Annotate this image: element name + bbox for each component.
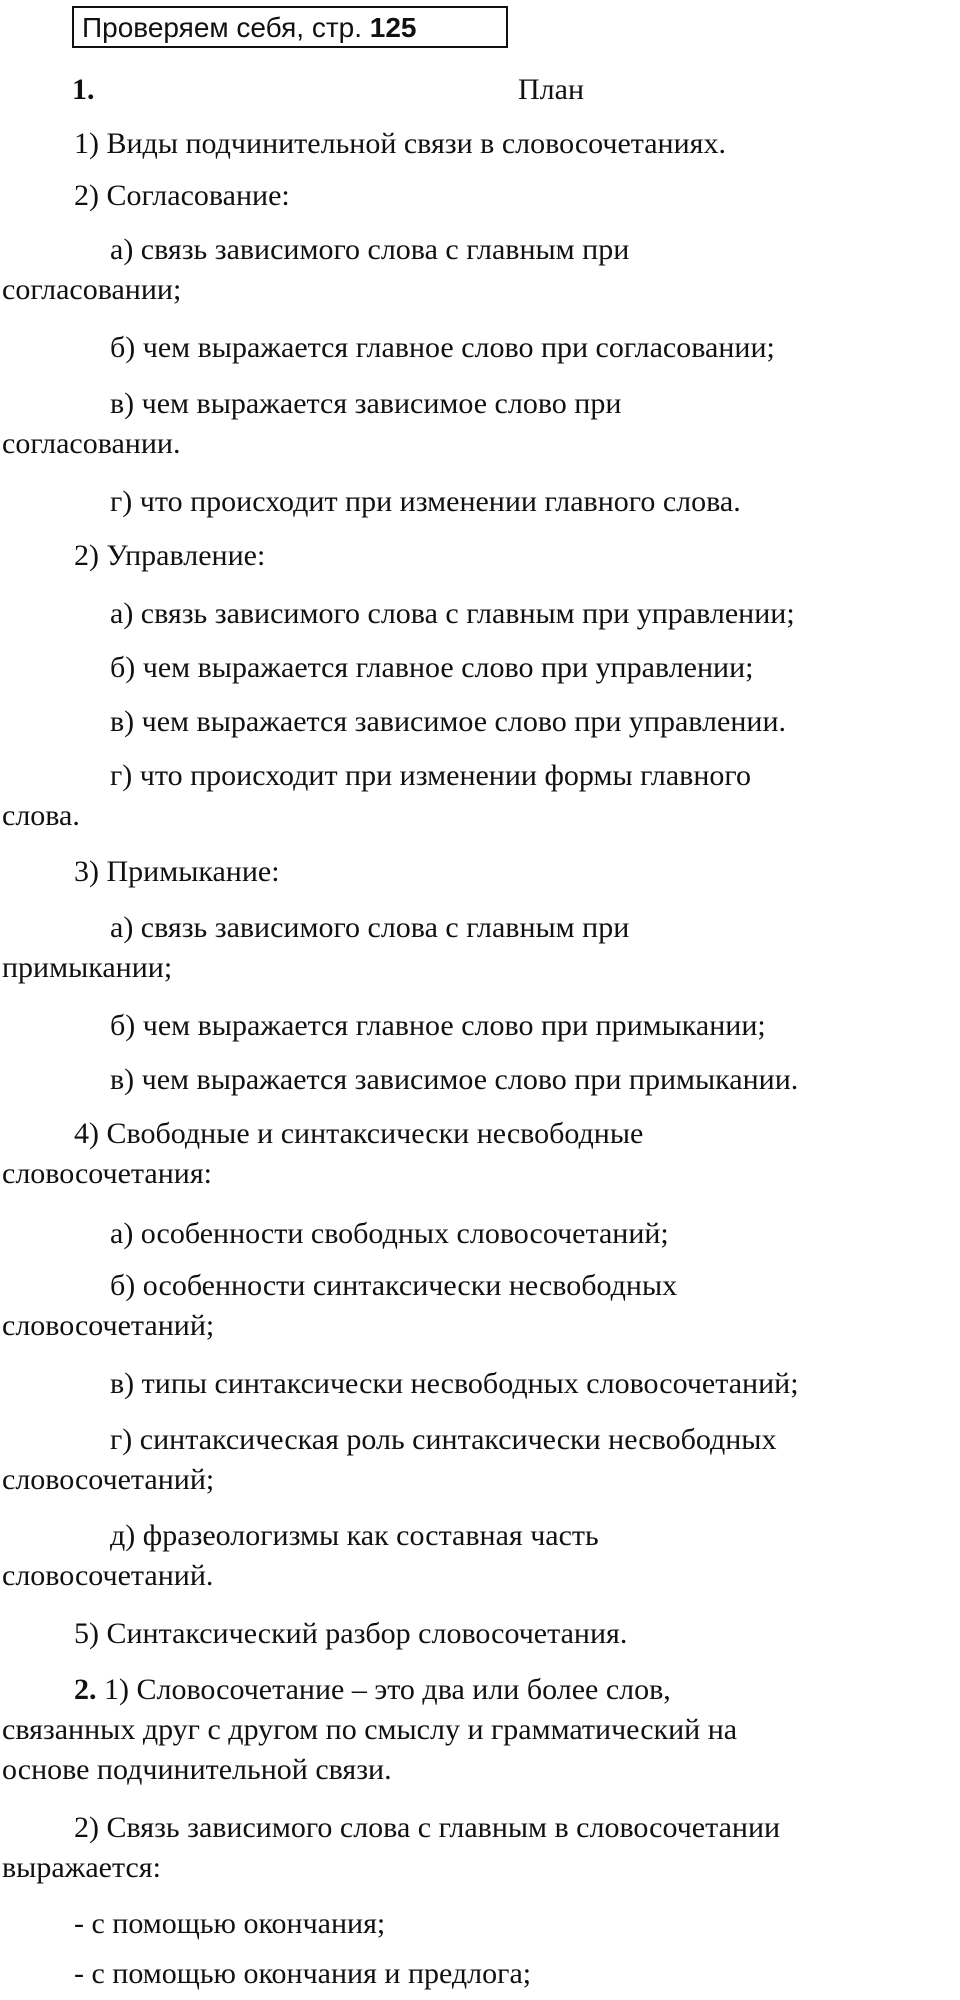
plan-line: б) чем выражается главное слово при согласовании;	[110, 331, 775, 364]
plan-line: словосочетаний.	[2, 1559, 214, 1592]
plan-line: словосочетаний;	[2, 1309, 215, 1342]
task-number-2: 2.	[74, 1673, 97, 1706]
plan-line: примыкании;	[2, 951, 173, 984]
plan-line: в) чем выражается зависимое слово при	[110, 387, 622, 420]
answer-line: выражается:	[2, 1851, 161, 1884]
plan-line: словосочетаний;	[2, 1463, 215, 1496]
page-reference-box	[72, 6, 508, 48]
plan-line: словосочетания:	[2, 1157, 212, 1190]
plan-heading: План	[518, 73, 585, 106]
plan-line: г) что происходит при изменении формы главного	[110, 759, 751, 792]
plan-line: б) чем выражается главное слово при примыкании;	[110, 1009, 766, 1042]
plan-line: а) особенности свободных словосочетаний;	[110, 1217, 669, 1250]
plan-line: 5) Синтаксический разбор словосочетания.	[74, 1617, 628, 1650]
page-reference-number: 125	[369, 12, 417, 43]
answer-line: связанных друг с другом по смыслу и грамматический на	[2, 1713, 738, 1746]
answer-line: основе подчинительной связи.	[2, 1753, 392, 1786]
plan-line: а) связь зависимого слова с главным при	[110, 911, 630, 944]
plan-line: в) чем выражается зависимое слово при примыкании.	[110, 1063, 799, 1096]
plan-line: а) связь зависимого слова с главным при	[110, 233, 630, 266]
plan-line: согласовании;	[2, 273, 182, 306]
plan-line: а) связь зависимого слова с главным при управлении;	[110, 597, 795, 630]
page-reference-label: Проверяем себя, стр.	[82, 12, 370, 43]
plan-line: согласовании.	[2, 427, 181, 460]
plan-line: в) типы синтаксически несвободных словосочетаний;	[110, 1367, 799, 1400]
plan-line: 4) Свободные и синтаксически несвободные	[74, 1117, 644, 1150]
answer-line: - с помощью окончания и предлога;	[74, 1957, 532, 1990]
answer-text: 1) Словосочетание – это два или более слов,	[96, 1673, 671, 1706]
plan-line: б) чем выражается главное слово при управлении;	[110, 651, 754, 684]
plan-line: в) чем выражается зависимое слово при управлении.	[110, 705, 786, 738]
plan-line: б) особенности синтаксически несвободных	[110, 1269, 678, 1302]
plan-line: д) фразеологизмы как составная часть	[110, 1519, 599, 1552]
plan-line: 3) Примыкание:	[74, 855, 280, 888]
plan-line: г) что происходит при изменении главного слова.	[110, 485, 741, 518]
task-number-1: 1.	[72, 73, 95, 106]
plan-line: 2) Согласование:	[74, 179, 290, 212]
answer-line: - с помощью окончания;	[74, 1907, 386, 1940]
plan-line: слова.	[2, 799, 80, 832]
plan-line: г) синтаксическая роль синтаксически несвободных	[110, 1423, 777, 1456]
plan-line: 1) Виды подчинительной связи в словосочетаниях.	[74, 127, 726, 160]
answer-line: 2) Связь зависимого слова с главным в словосочетании	[74, 1811, 781, 1844]
answer-line	[0, 1670, 960, 1710]
plan-line: 2) Управление:	[74, 539, 266, 572]
